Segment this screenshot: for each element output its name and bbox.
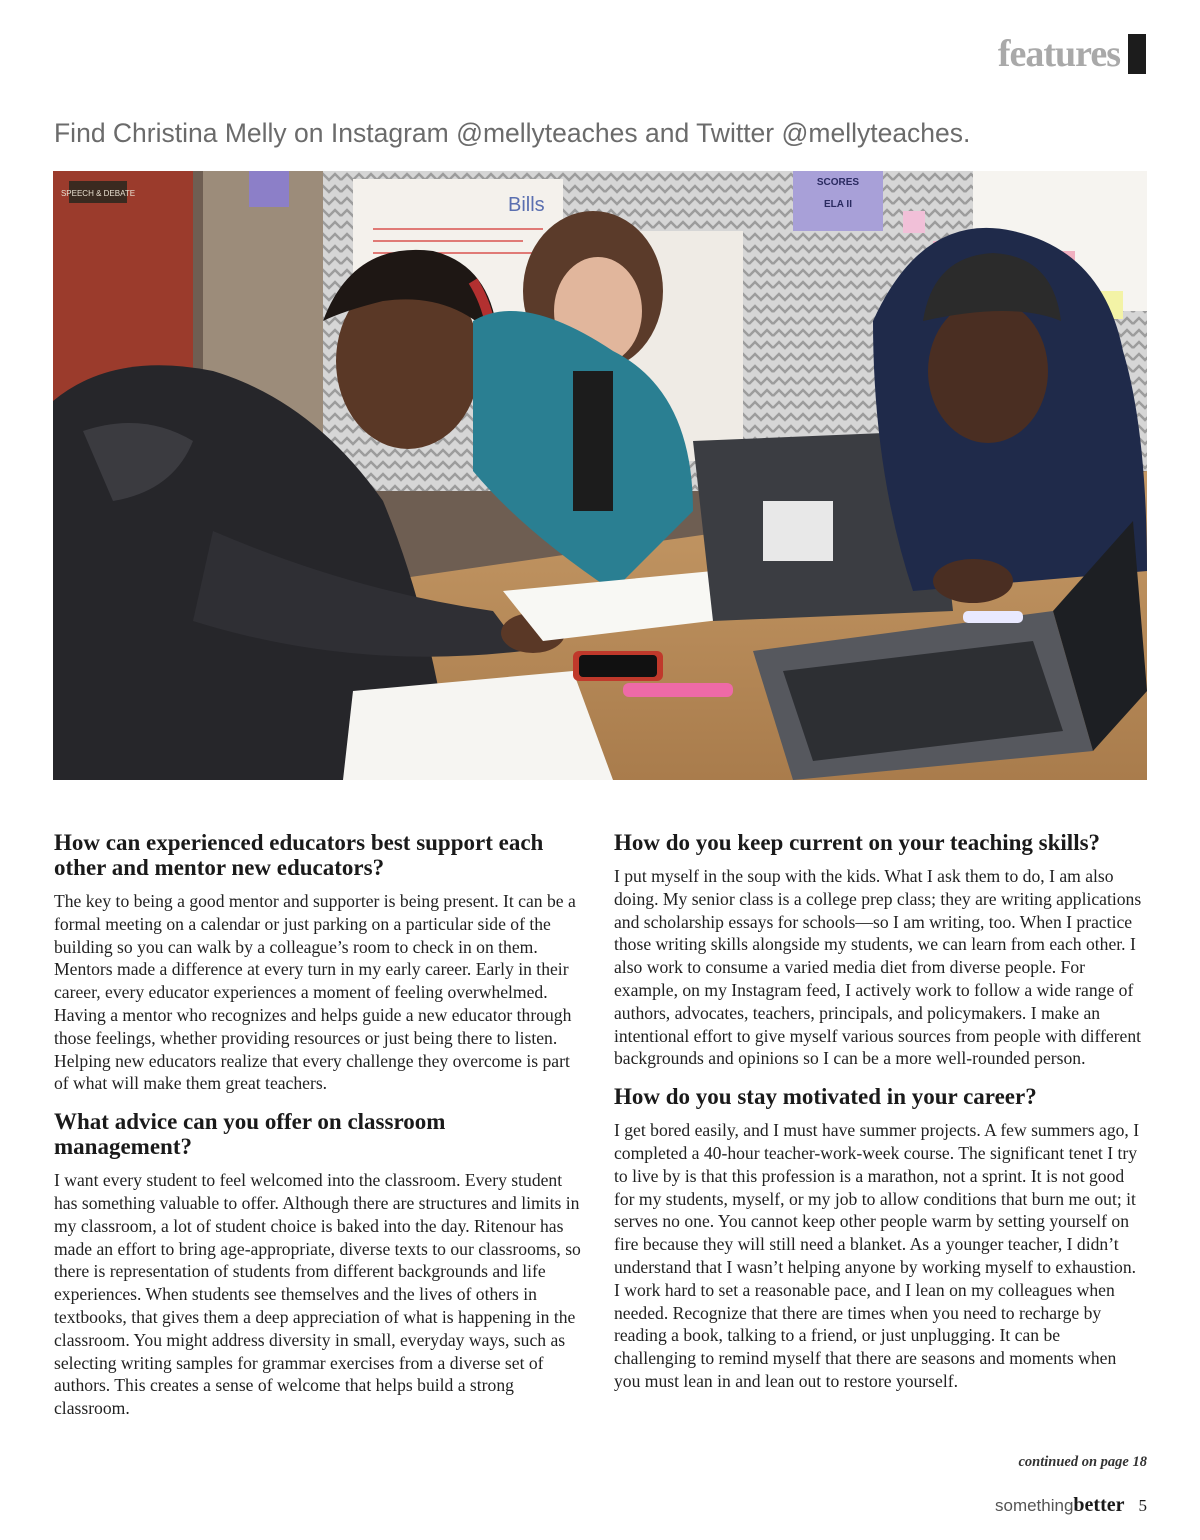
photo-poster-title: Bills: [508, 194, 545, 216]
section-label: features: [997, 33, 1120, 75]
photo-ela-text: ELA II: [824, 199, 852, 210]
answer-teaching-skills: I put myself in the soup with the kids. What I ask them to do, I am also doing. My senior class is a college prep class; they are writing applications and scholarship essays for schools—so I am writing, too. When I practice those writing skills alongside my students, we can learn from each other. I also work to consume a varied media diet from diverse people. For example, on my Instagram feed, I actively work to follow a wide range of authors, advocates, teachers, principals, and policymakers. I make an intentional effort to give myself various sources from people with different backgrounds and opinions so I can be a more well-rounded person.: [614, 866, 1142, 1069]
heading-motivation: How do you stay motivated in your career?: [614, 1084, 1037, 1110]
heading-mentoring: How can experienced educators best support each other and mentor new educators?: [54, 830, 544, 880]
section-bar: [1128, 34, 1146, 74]
footer-brand-bold: better: [1073, 1494, 1125, 1516]
footer-brand: [995, 1494, 1125, 1517]
page-footer: [995, 1494, 1147, 1517]
section-tag: [998, 34, 1146, 74]
continued-note: continued on page 18: [1018, 1454, 1147, 1470]
footer-brand-light: something: [994, 1496, 1074, 1515]
social-handles-line: Find Christina Melly on Instagram @mellyteaches and Twitter @mellyteaches.: [54, 118, 971, 148]
left-column: [54, 830, 586, 1434]
classroom-photo-illustration: [53, 171, 1147, 780]
right-column: [614, 830, 1146, 1407]
heading-classroom-management: What advice can you offer on classroom management?: [54, 1109, 446, 1160]
page-number: 5: [1138, 1496, 1147, 1515]
answer-mentoring: The key to being a good mentor and supporter is being present. It can be a formal meeting on a calendar or just parking on a particular side of the building so you can walk by a colleague’s room to check in on them. Mentors made a difference at every turn in my early career. Early in their career, every educator experiences a moment of feeling overwhelmed. Having a mentor who recognizes and helps guide a new educator through those feelings, whether providing resources or just being there to listen. Helping new educators realize that every challenge they overcome is part of what will make them great teachers.: [54, 891, 576, 1094]
classroom-photo: [53, 171, 1147, 780]
photo-scores-text: SCORES: [816, 177, 860, 188]
answer-classroom-management: I want every student to feel welcomed into the classroom. Every student has something valuable to offer. Although there are structures and limits in my classroom, a lot of student choice is baked into the day. Ritenour has made an effort to bring age-appropriate, diverse texts to our classrooms, so there is representation of students from different backgrounds and life experiences. When students see themselves and the lives of others in textbooks, that gives them a deep appreciation of what is happening in the classroom. You might address diversity in small, everyday ways, such as selecting writing samples for grammar exercises from a diverse set of authors. This creates a sense of welcome that helps build a strong classroom.: [54, 1170, 581, 1419]
answer-motivation: I get bored easily, and I must have summer projects. A few summers ago, I completed a 40-hour teacher-work-week course. The significant tenet I try to live by is that this profession is a marathon, not a sprint. It is not good for my students, myself, or my job to allow conditions that burn me out; it serves no one. You cannot keep other people warm by setting yourself on fire because they will still need a blanket. As a younger teacher, I didn’t understand that I wasn’t helping anyone by working myself to exhaustion. I work hard to set a reasonable pace, and I lean on my colleagues when needed. Recognize that there are times when you need to recharge by reading a book, talking to a friend, or just unplugging. It can be challenging to remind myself that there are seasons and moments when you must lean in and lean out to restore yourself.: [614, 1120, 1140, 1391]
heading-teaching-skills: How do you keep current on your teaching skills?: [614, 830, 1101, 855]
photo-sign-text: SPEECH & DEBATE: [60, 189, 136, 198]
